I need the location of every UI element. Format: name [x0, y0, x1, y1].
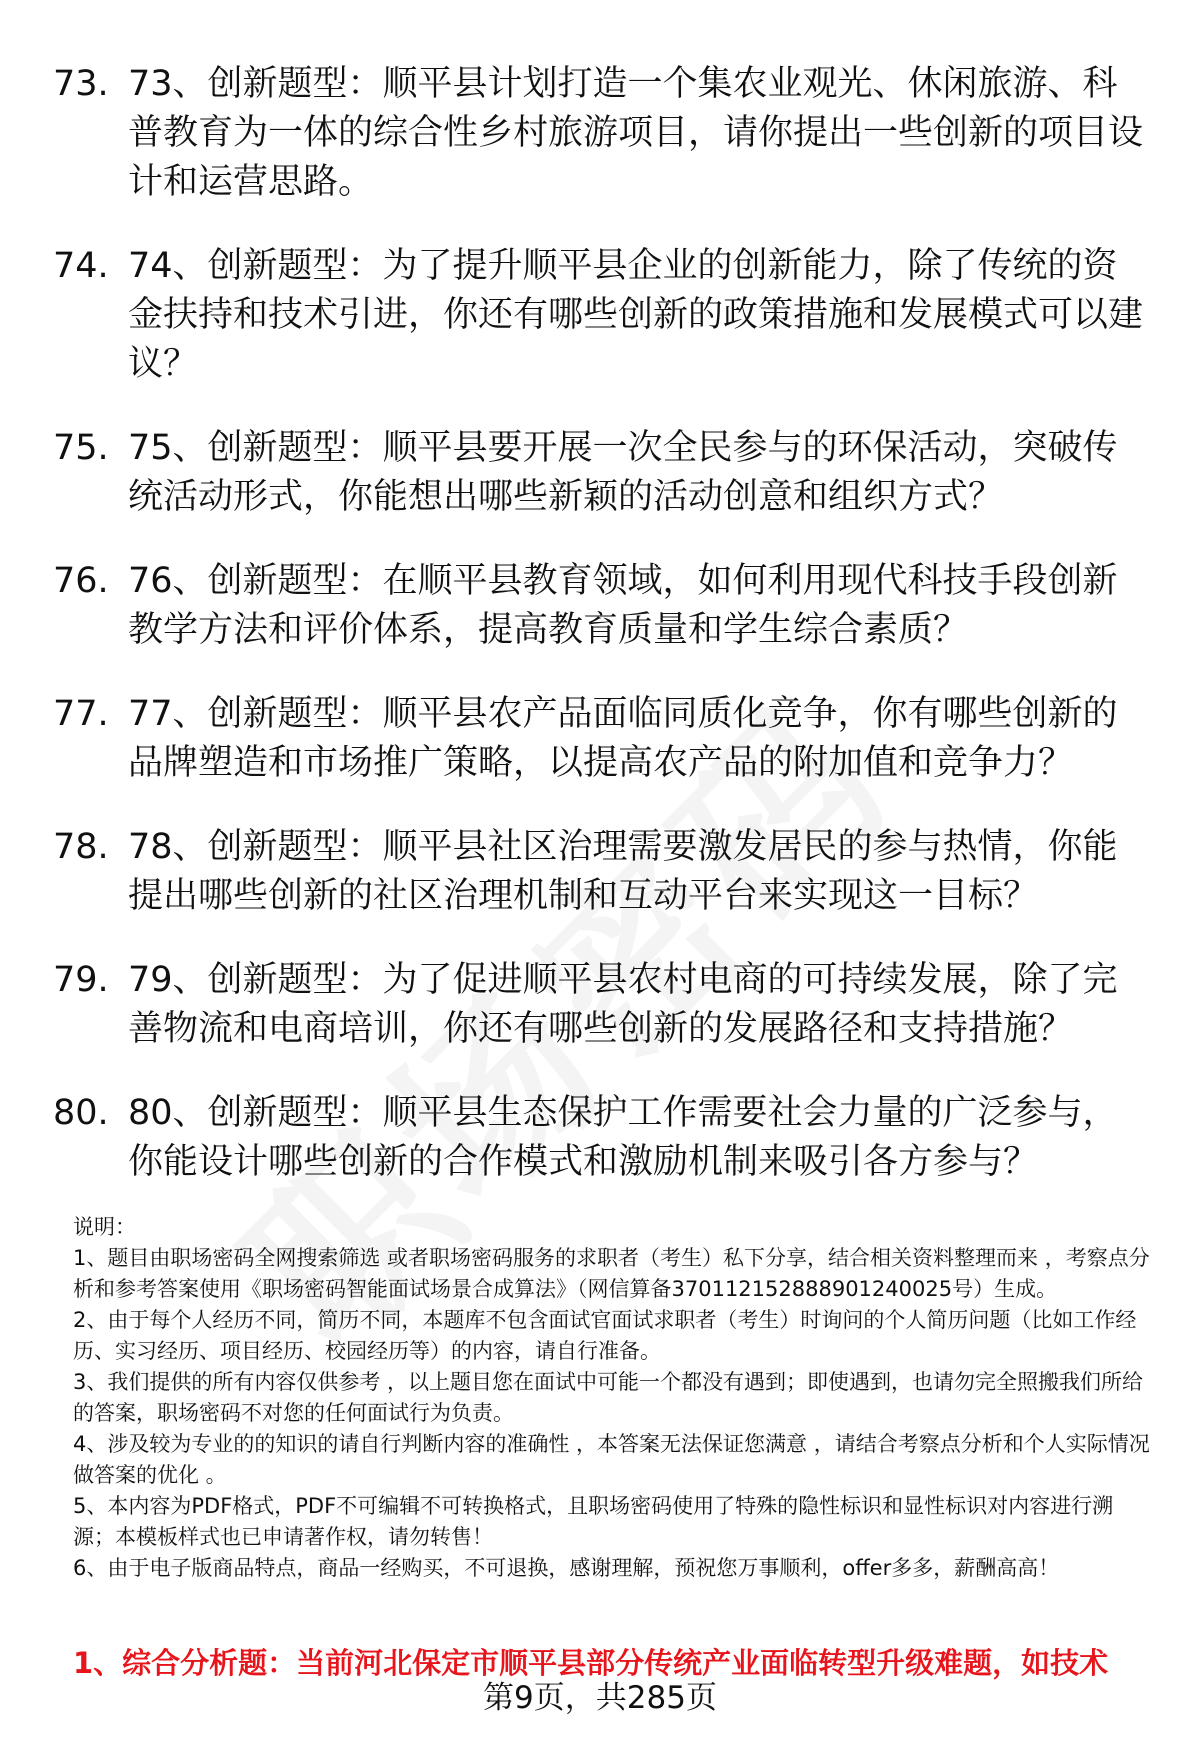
- question-number: 75.: [53, 428, 109, 468]
- question-item: [0, 823, 1200, 921]
- note-item: 5、本内容为PDF格式，PDF不可编辑不可转换格式，且职场密码使用了特殊的隐性标识和显性标识对内容进行溯源；本模板样式也已申请著作权，请勿转售！: [73, 1494, 1114, 1549]
- question-number: 78.: [53, 827, 109, 867]
- question-text: 73、创新题型：顺平县计划打造一个集农业观光、休闲旅游、科普教育为一体的综合性乡村旅游项目，请你提出一些创新的项目设计和运营思路。: [128, 64, 1144, 202]
- note-item: 2、由于每个人经历不同，简历不同，本题库不包含面试官面试求职者（考生）时询问的个人简历问题（比如工作经历、实习经历、项目经历、校园经历等）的内容，请自行准备。: [73, 1308, 1137, 1363]
- question-item: [0, 956, 1200, 1054]
- question-number: 74.: [53, 246, 109, 286]
- question-number: 73.: [53, 64, 109, 104]
- question-item: [0, 557, 1200, 655]
- question-text: 77、创新题型：顺平县农产品面临同质化竞争，你有哪些创新的品牌塑造和市场推广策略，以提高农产品的附加值和竞争力？: [128, 694, 1118, 783]
- question-text: 76、创新题型：在顺平县教育领域，如何利用现代科技手段创新教学方法和评价体系，提高教育质量和学生综合素质？: [128, 561, 1118, 650]
- page-footer: 第9页，共285页: [483, 1680, 717, 1716]
- next-section-heading: 1、综合分析题：当前河北保定市顺平县部分传统产业面临转型升级难题，如技术: [73, 1646, 1109, 1680]
- note-item: 4、涉及较为专业的的知识的请自行判断内容的准确性 ，本答案无法保证您满意 ，请结合考察点分析和个人实际情况做答案的优化 。: [73, 1432, 1150, 1487]
- question-list: [0, 60, 1200, 1222]
- question-number: 79.: [53, 960, 109, 1000]
- question-number: 76.: [53, 561, 109, 601]
- question-item: [0, 690, 1200, 788]
- question-text: 80、创新题型：顺平县生态保护工作需要社会力量的广泛参与，你能设计哪些创新的合作模式和激励机制来吸引各方参与？: [128, 1093, 1118, 1182]
- question-number: 80.: [53, 1093, 109, 1133]
- note-item: 1、题目由职场密码全网搜索筛选 或者职场密码服务的求职者（考生）私下分享，结合相关资料整理而来 ，考察点分析和参考答案使用《职场密码智能面试场景合成算法》（网信算备370112152888901240025号）生成。: [73, 1246, 1150, 1301]
- question-text: 79、创新题型：为了促进顺平县农村电商的可持续发展，除了完善物流和电商培训，你还有哪些创新的发展路径和支持措施？: [128, 960, 1118, 1049]
- question-number: 77.: [53, 694, 109, 734]
- question-text: 74、创新题型：为了提升顺平县企业的创新能力，除了传统的资金扶持和技术引进，你还有哪些创新的政策措施和发展模式可以建议？: [128, 246, 1144, 384]
- question-item: [0, 424, 1200, 522]
- question-text: 78、创新题型：顺平县社区治理需要激发居民的参与热情，你能提出哪些创新的社区治理机制和互动平台来实现这一目标？: [128, 827, 1118, 916]
- notes-section: [73, 1212, 1155, 1584]
- note-item: 3、我们提供的所有内容仅供参考 ，以上题目您在面试中可能一个都没有遇到；即使遇到，也请勿完全照搬我们所给的答案，职场密码不对您的任何面试行为负责。: [73, 1370, 1144, 1425]
- notes-title: 说明：: [73, 1215, 136, 1239]
- note-item: 6、由于电子版商品特点，商品一经购买，不可退换，感谢理解，预祝您万事顺利，offer多多，薪酬高高！: [73, 1556, 1060, 1580]
- question-item: [0, 1089, 1200, 1187]
- question-item: [0, 60, 1200, 207]
- question-text: 75、创新题型：顺平县要开展一次全民参与的环保活动，突破传统活动形式，你能想出哪些新颖的活动创意和组织方式？: [128, 428, 1118, 517]
- question-item: [0, 242, 1200, 389]
